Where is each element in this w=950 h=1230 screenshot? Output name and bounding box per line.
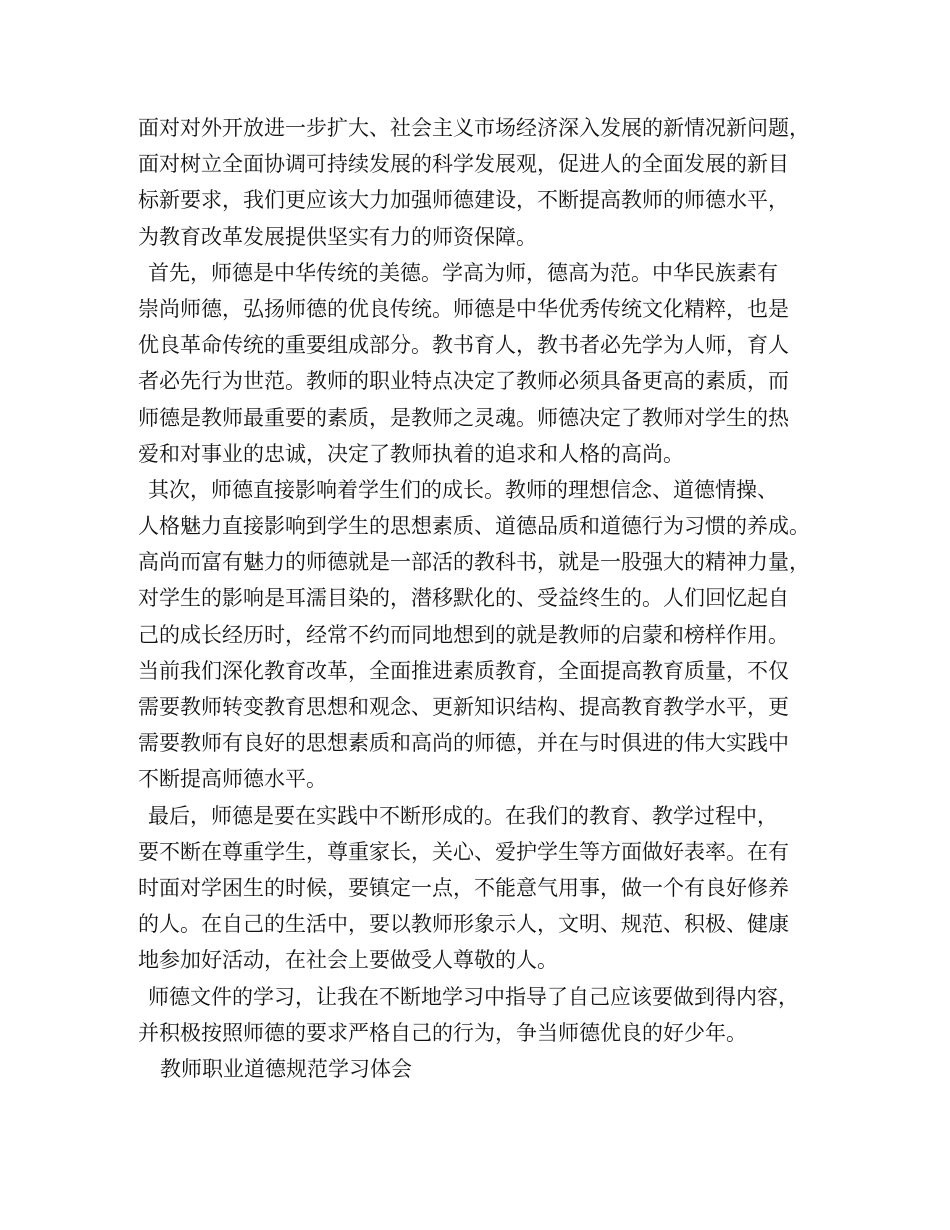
paragraph-start-line: 师德文件的学习，让我在不断地学习中指导了自己应该要做到得内容， xyxy=(148,984,799,1009)
text-line: 标新要求，我们更应该大力加强师德建设，不断提高教师的师德水平， xyxy=(138,188,789,213)
text-line: 人格魅力直接影响到学生的思想素质、道德品质和道德行为习惯的养成。 xyxy=(138,514,810,539)
text-line: 当前我们深化教育改革，全面推进素质教育，全面提高教育质量，不仅 xyxy=(138,658,789,683)
text-line: 并积极按照师德的要求严格自己的行为，争当师德优良的好少年。 xyxy=(138,1020,747,1045)
text-line: 为教育改革发展提供坚实有力的师资保障。 xyxy=(138,224,537,249)
section-title: 教师职业道德规范学习体会 xyxy=(160,1056,412,1081)
text-line: 要不断在尊重学生，尊重家长，关心、爱护学生等方面做好表率。在有 xyxy=(138,839,789,864)
text-line: 对学生的影响是耳濡目染的，潜移默化的、受益终生的。人们回忆起自 xyxy=(138,586,789,611)
text-line: 优良革命传统的重要组成部分。教书育人，教书者必先学为人师，育人 xyxy=(138,333,789,358)
text-line: 不断提高师德水平。 xyxy=(138,767,327,792)
text-line: 面对对外开放进一步扩大、社会主义市场经济深入发展的新情况新问题， xyxy=(138,116,810,140)
text-line: 己的成长经历时，经常不约而同地想到的就是教师的启蒙和榜样作用。 xyxy=(138,622,789,647)
document-body xyxy=(138,110,838,1087)
paragraph-start-line: 最后，师德是要在实践中不断形成的。在我们的教育、教学过程中， xyxy=(148,803,778,828)
text-line: 面对树立全面协调可持续发展的科学发展观，促进人的全面发展的新目 xyxy=(138,152,789,177)
text-line: 需要教师有良好的思想素质和高尚的师德，并在与时俱进的伟大实践中 xyxy=(138,731,789,756)
text-line: 地参加好活动，在社会上要做受人尊敬的人。 xyxy=(138,948,558,973)
text-line: 师德是教师最重要的素质，是教师之灵魂。师德决定了教师对学生的热 xyxy=(138,405,789,430)
paragraph-start-line: 首先，师德是中华传统的美德。学高为师，德高为范。中华民族素有 xyxy=(148,260,778,285)
paragraph-start-line: 其次，师德直接影响着学生们的成长。教师的理想信念、道德情操、 xyxy=(148,477,778,502)
text-line: 崇尚师德，弘扬师德的优良传统。师德是中华优秀传统文化精粹，也是 xyxy=(138,296,789,321)
text-line: 时面对学困生的时候，要镇定一点，不能意气用事，做一个有良好修养 xyxy=(138,875,789,900)
text-line: 者必先行为世范。教师的职业特点决定了教师必须具备更高的素质，而 xyxy=(138,369,789,394)
text-line: 需要教师转变教育思想和观念、更新知识结构、提高教育教学水平，更 xyxy=(138,695,789,719)
text-line: 高尚而富有魅力的师德就是一部活的教科书，就是一股强大的精神力量， xyxy=(138,550,810,575)
text-line: 爱和对事业的忠诚，决定了教师执着的追求和人格的高尚。 xyxy=(138,441,684,466)
text-line: 的人。在自己的生活中，要以教师形象示人，文明、规范、积极、健康 xyxy=(138,912,789,937)
